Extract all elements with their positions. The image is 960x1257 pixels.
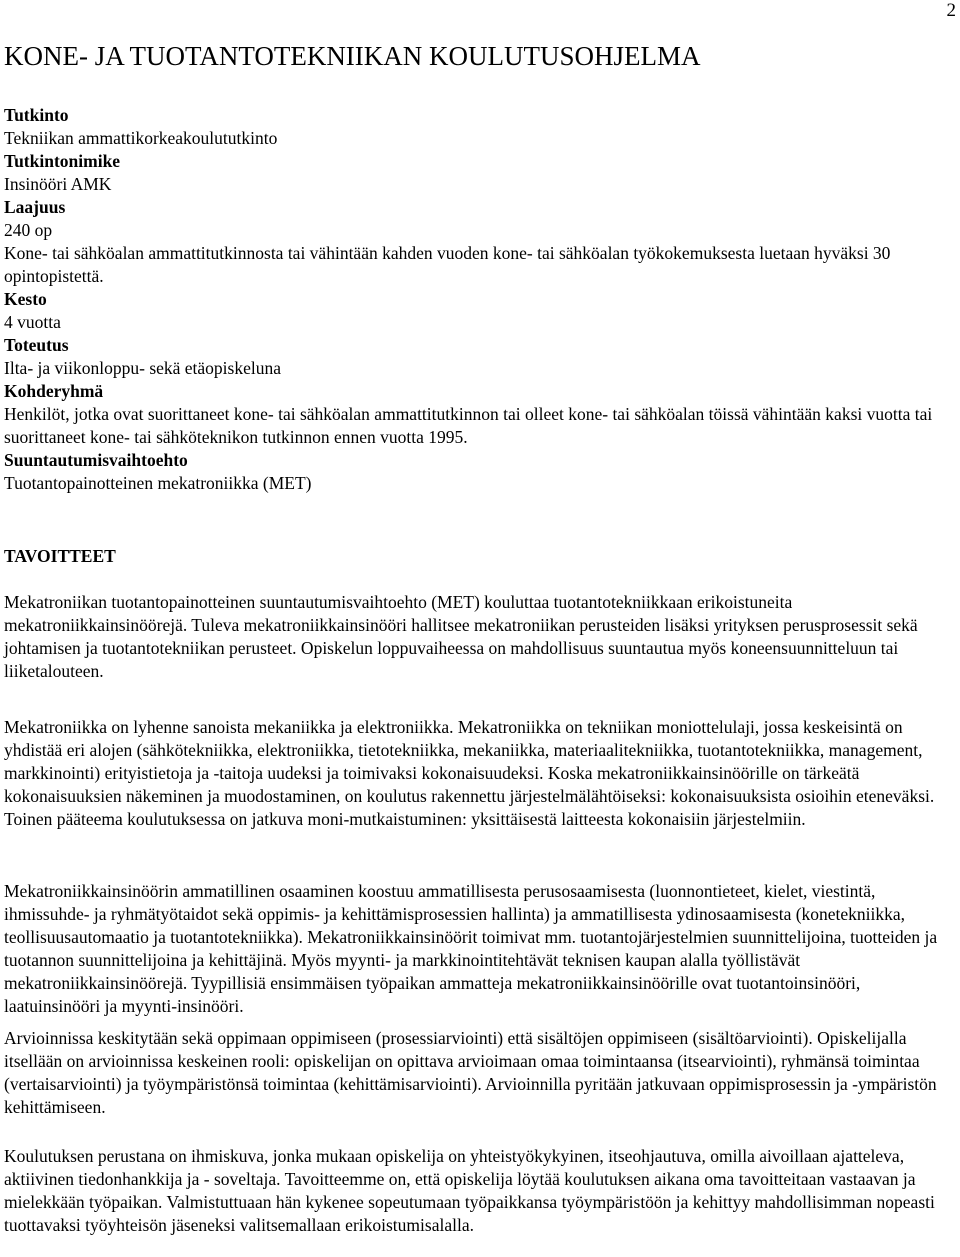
fact-value-toteutus: Ilta- ja viikonloppu- sekä etäopiskeluna xyxy=(4,358,282,378)
fact-value-kesto: 4 vuotta xyxy=(4,312,61,332)
fact-label-kesto: Kesto xyxy=(4,289,47,309)
paragraph-human-view: Koulutuksen perustana on ihmiskuva, jonka mukaan opiskelija on yhteistyökykyinen, itseohjautuva, omilla aivoillaan ajatteleva, aktiivinen tiedonhankkija ja - soveltaja. Tavoitteemme on, että opiskelija löytää koulutuksen aikana oma tavoitteitaan vastaavan ja mielekkään työpaikan. Valmistuttuaan hän kykenee sopeutumaan työpaikkansa työympäristöön ja kehittyy mahdollisimman nopeasti tuottavaksi työyhteisön jäseneksi valitsemallaan erikoistumisalalla. xyxy=(4,1146,935,1235)
paragraph-professional-skills: Mekatroniikkainsinöörin ammatillinen osaaminen koostuu ammatillisesta perusosaamisesta (luonnontieteet, kielet, viestintä, ihmissuhde- ja ryhmätyötaidot sekä oppimis- ja kehittämisprosessien hallinta) ja ammatillisesta ydinosaamisesta (konetekniikka, teollisuusautomaatio ja tuotantotekniikka). Mekatroniikkainsinöörit toimivat mm. tuotantojärjestelmien suunnittelijoina, tuotteiden ja tuotannon suunnittelijoina ja kehittäjinä. Myös myynti- ja markkinointitehtävät teknisen kaupan alalla työllistävät mekatroniikkainsinöörejä. Tyypillisiä ensimmäisen työpaikan ammatteja mekatroniikkainsinöörille ovat tuotantoinsinööri, laatuinsinööri ja myynti-insinööri. xyxy=(4,881,938,1016)
fact-label-kohderyhma: Kohderyhmä xyxy=(4,381,104,401)
fact-label-toteutus: Toteutus xyxy=(4,335,69,355)
fact-value-tutkintonimike: Insinööri AMK xyxy=(4,174,112,194)
fact-label-laajuus: Laajuus xyxy=(4,197,66,217)
fact-value-kohderyhma: Henkilöt, jotka ovat suorittaneet kone- tai sähköalan ammattitutkinnon tai olleet kone- tai sähköalan töissä vähintään kaksi vuotta tai suorittaneet kone- tai sähköteknikon tutkinnon ennen vuotta 1995. xyxy=(4,404,933,447)
program-facts xyxy=(4,104,956,495)
paragraph-mekatroniikka-definition: Mekatroniikka on lyhenne sanoista mekaniikka ja elektroniikka. Mekatroniikka on tekniikan moniottelulaji, jossa keskeisintä on yhdistää eri alojen (sähkötekniikka, elektroniikka, tietotekniikka, mekaniikka, materiaalitekniikka, tuotantotekniikka, management, markkinointi) erityistietoja ja -taitoja uudeksi ja toimivaksi kokonaisuudeksi. Koska mekatroniikkainsinöörille on tärkeätä kokonaisuuksien näkeminen ja muodostaminen, on koulutus rakennettu järjestelmälähtöiseksi: kokonaisuuksista osioihin eteneväksi. Toinen pääteema koulutuksessa on jatkuva moni-mutkaistuminen: yksittäisestä laitteesta kokonaisiin järjestelmiin. xyxy=(4,717,935,829)
fact-value-tutkinto: Tekniikan ammattikorkeakoulututkinto xyxy=(4,128,278,148)
paragraph-met-intro: Mekatroniikan tuotantopainotteinen suuntautumisvaihtoehto (MET) kouluttaa tuotantotekniikkaan erikoistuneita mekatroniikkainsinöörejä. Tuleva mekatroniikkainsinööri hallitsee mekatroniikan perusteiden lisäksi yrityksen perusprosessit sekä johtamisen ja tuotantotekniikan perusteet. Opiskelun loppuvaiheessa on mahdollisuus suuntautua myös koneensuunnitteluun tai liiketalouteen. xyxy=(4,592,918,681)
paragraph-assessment: Arvioinnissa keskitytään sekä oppimaan oppimiseen (prosessiarviointi) että sisältöjen oppimiseen (sisältöarviointi). Opiskelijalla itsellään on arvioinnissa keskeinen rooli: opiskelijan on opittava arvioimaan omaa toimintaansa (itsearviointi), ryhmänsä toimintaa (vertaisarviointi) ja työympäristönsä toimintaa (kehittämisarviointi). Arvioinnilla pyritään jatkuvaan oppimisprosessin ja -ympäristön kehittämiseen. xyxy=(4,1028,937,1117)
fact-value-laajuus: 240 op Kone- tai sähköalan ammattitutkinnosta tai vähintään kahden vuoden kone- tai sähköalan työkokemuksesta luetaan hyväksi 30 opintopistettä. xyxy=(4,220,891,286)
fact-label-suuntautumisvaihtoehto: Suuntautumisvaihtoehto xyxy=(4,450,188,470)
section-heading-tavoitteet: TAVOITTEET xyxy=(4,546,116,566)
fact-label-tutkintonimike: Tutkintonimike xyxy=(4,151,121,171)
fact-label-tutkinto: Tutkinto xyxy=(4,105,69,125)
page-number: 2 xyxy=(946,0,956,21)
page-title: KONE- JA TUOTANTOTEKNIIKAN KOULUTUSOHJELMA xyxy=(4,41,701,71)
fact-value-suuntautumisvaihtoehto: Tuotantopainotteinen mekatroniikka (MET) xyxy=(4,473,312,493)
